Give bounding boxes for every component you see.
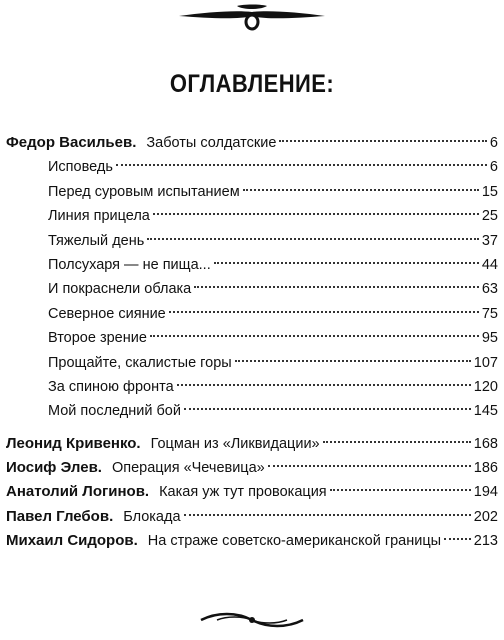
page-number: 186 — [473, 460, 498, 477]
work-title: Линия прицела — [48, 208, 150, 225]
table-of-contents — [6, 131, 498, 554]
author-name: Павел Глебов. — [6, 507, 114, 525]
work-title: Исповедь — [48, 159, 113, 176]
toc-entry[interactable] — [6, 351, 498, 375]
work-title: Мой последний бой — [48, 403, 181, 420]
work-title: Какая уж тут провокация — [159, 484, 327, 501]
page-title: ОГЛАВЛЕНИЕ: — [169, 70, 335, 98]
page-number: 120 — [473, 378, 498, 395]
author-name: Федор Васильев. — [6, 134, 137, 151]
dot-leader — [169, 311, 479, 313]
page-number: 6 — [489, 159, 498, 176]
page-number: 75 — [481, 305, 498, 322]
flourish-icon — [177, 2, 327, 32]
work-title: Северное сияние — [48, 305, 166, 322]
dot-leader — [268, 465, 471, 467]
toc-entry-author[interactable] — [6, 456, 498, 480]
page-number: 63 — [481, 281, 498, 298]
work-title: Прощайте, скалистые горы — [48, 354, 232, 371]
dot-leader — [147, 238, 479, 240]
page-number: 213 — [473, 533, 498, 550]
dot-leader — [243, 189, 479, 191]
author-name: Анатолий Логинов. — [6, 483, 150, 501]
toc-entry[interactable] — [6, 277, 498, 301]
dot-leader — [184, 514, 471, 516]
work-title: Тяжелый день — [48, 232, 145, 249]
page-number: 194 — [473, 484, 498, 501]
page-number: 15 — [481, 183, 498, 200]
toc-entry-author[interactable] — [6, 529, 498, 553]
toc-entry-author[interactable] — [6, 480, 498, 504]
work-title: И покраснели облака — [48, 281, 192, 298]
dot-leader — [150, 335, 479, 337]
toc-entry[interactable] — [6, 155, 498, 179]
author-name: Иосиф Элев. — [6, 459, 102, 477]
toc-entry[interactable] — [6, 253, 498, 277]
dot-leader — [323, 441, 471, 443]
work-title: Блокада — [123, 508, 181, 525]
work-title: На страже советско-американской границы — [147, 533, 442, 550]
work-title: Второе зрение — [48, 330, 147, 347]
dot-leader — [235, 360, 471, 362]
toc-entry[interactable] — [6, 204, 498, 228]
work-title: Гоцман из «Ликвидации» — [150, 435, 320, 452]
work-title: Перед суровым испытанием — [48, 183, 240, 200]
page-number: 202 — [473, 508, 498, 525]
dot-leader — [279, 140, 487, 142]
page-number: 25 — [481, 208, 498, 225]
work-title: Операция «Чечевица» — [111, 460, 265, 477]
bottom-ornament — [0, 608, 504, 632]
dot-leader — [177, 384, 471, 386]
toc-entry[interactable] — [6, 375, 498, 399]
toc-entry[interactable] — [6, 326, 498, 350]
work-title: Заботы солдатские — [146, 135, 277, 151]
dot-leader — [194, 286, 479, 288]
top-ornament — [0, 2, 504, 32]
toc-entry[interactable] — [6, 229, 498, 253]
dot-leader — [153, 213, 479, 215]
toc-entry-author[interactable] — [6, 505, 498, 529]
dot-leader — [444, 538, 471, 540]
author-name: Михаил Сидоров. — [6, 532, 138, 550]
page-number: 145 — [473, 403, 498, 420]
dot-leader — [184, 408, 471, 410]
work-title: Полсухаря — не пища... — [48, 256, 211, 273]
toc-entry[interactable] — [6, 399, 498, 423]
page-number: 6 — [489, 135, 498, 151]
page-number: 44 — [481, 256, 498, 273]
page-number: 37 — [481, 232, 498, 249]
page-number: 107 — [473, 354, 498, 371]
page-number: 95 — [481, 330, 498, 347]
dot-leader — [116, 164, 487, 166]
dot-leader — [214, 262, 479, 264]
toc-entry[interactable] — [6, 180, 498, 204]
page-number: 168 — [473, 435, 498, 452]
flourish-icon — [197, 608, 307, 632]
toc-entry[interactable] — [6, 302, 498, 326]
toc-entry-author[interactable] — [6, 131, 498, 155]
toc-entry-author[interactable] — [6, 432, 498, 456]
work-title: За спиною фронта — [48, 378, 174, 395]
author-name: Леонид Кривенко. — [6, 434, 141, 452]
dot-leader — [330, 489, 471, 491]
